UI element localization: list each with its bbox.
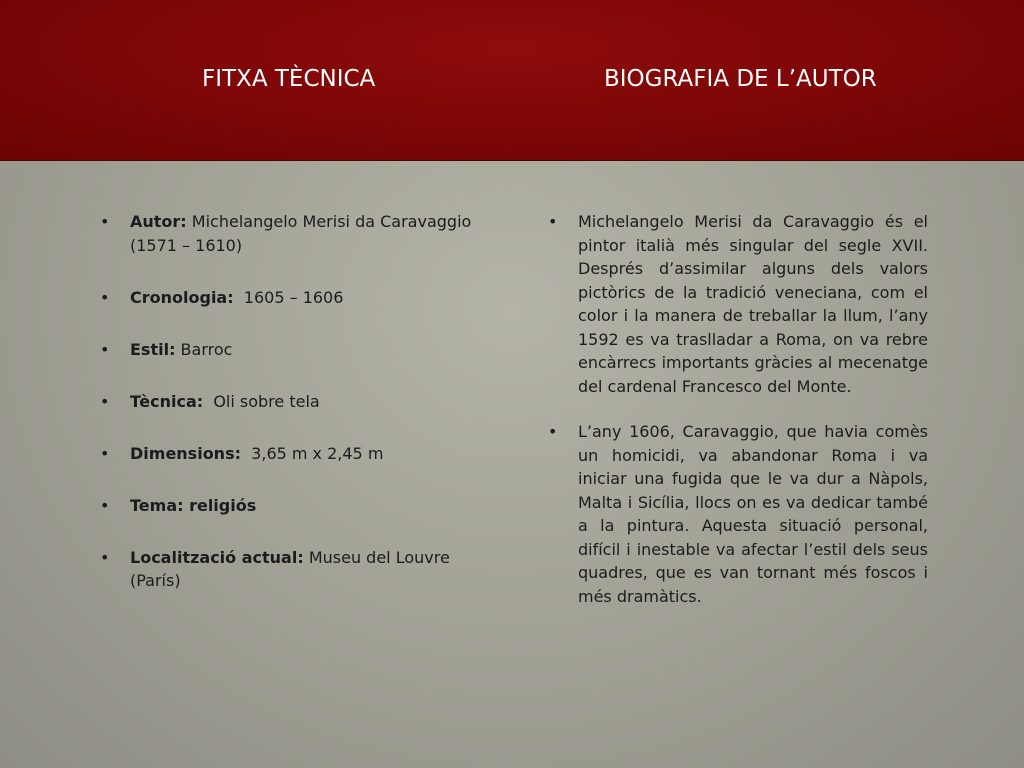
bullet-icon: •	[100, 495, 110, 515]
bullet-icon: •	[548, 212, 558, 231]
biografia-text: Michelangelo Merisi da Caravaggio és el pintor italià més singular del segle XVII. Després d’assimilar alguns dels valors pictòrics de la tradició veneciana, com el color i la manera de treballar la llum, l’any 1592 es va traslladar a Roma, on va rebre encàrrecs importants gràcies al mecenatge del cardenal Francesco del Monte.	[578, 212, 928, 396]
fitxa-value: 3,65 m x 2,45 m	[241, 443, 384, 463]
bullet-icon: •	[100, 547, 110, 567]
fitxa-value: Michelangelo Merisi da Caravaggio (1571 – 1610)	[130, 212, 472, 255]
fitxa-value: Barroc	[175, 339, 233, 359]
biografia-text: L’any 1606, Caravaggio, que havia comès un homicidi, va abandonar Roma i va iniciar una fugida que le va dur a Nàpols, Malta i Sicília, llocs on es va dedicar també a la pintura. Aquesta situació personal, difícil i inestable va afectar l’estil dels seus quadres, que es van tornant més foscos i més dramàtics.	[578, 422, 928, 606]
fitxa-item-localitzacio	[100, 546, 475, 593]
fitxa-item-tema	[100, 494, 475, 518]
bullet-icon: •	[100, 212, 110, 231]
fitxa-value: 1605 – 1606	[233, 287, 344, 307]
fitxa-label: Autor:	[130, 212, 187, 231]
fitxa-label: Cronologia:	[130, 287, 234, 307]
fitxa-value: Museu del Louvre (París)	[130, 547, 450, 590]
fitxa-item-tecnica	[100, 390, 475, 414]
fitxa-tecnica-list	[100, 210, 475, 621]
fitxa-label: Dimensions:	[130, 443, 241, 463]
bullet-icon: •	[100, 287, 110, 307]
fitxa-label: Tema: religiós	[130, 495, 257, 515]
biografia-list	[548, 210, 928, 630]
bullet-icon: •	[100, 339, 110, 359]
bullet-icon: •	[548, 422, 558, 441]
biografia-paragraph	[548, 210, 928, 398]
fitxa-item-estil	[100, 338, 475, 362]
fitxa-label: Tècnica:	[130, 391, 204, 411]
fitxa-item-autor	[100, 210, 475, 257]
fitxa-tecnica-heading: FITXA TÈCNICA	[202, 66, 376, 92]
bullet-icon: •	[100, 391, 110, 411]
header-band	[0, 0, 1024, 161]
biografia-heading: BIOGRAFIA DE L’AUTOR	[604, 66, 877, 92]
bullet-icon: •	[100, 443, 110, 463]
fitxa-label: Localització actual:	[130, 547, 304, 567]
fitxa-item-dimensions	[100, 442, 475, 466]
fitxa-value: Oli sobre tela	[203, 391, 320, 411]
biografia-paragraph	[548, 420, 928, 608]
fitxa-label: Estil:	[130, 339, 176, 359]
fitxa-item-cronologia	[100, 286, 475, 310]
